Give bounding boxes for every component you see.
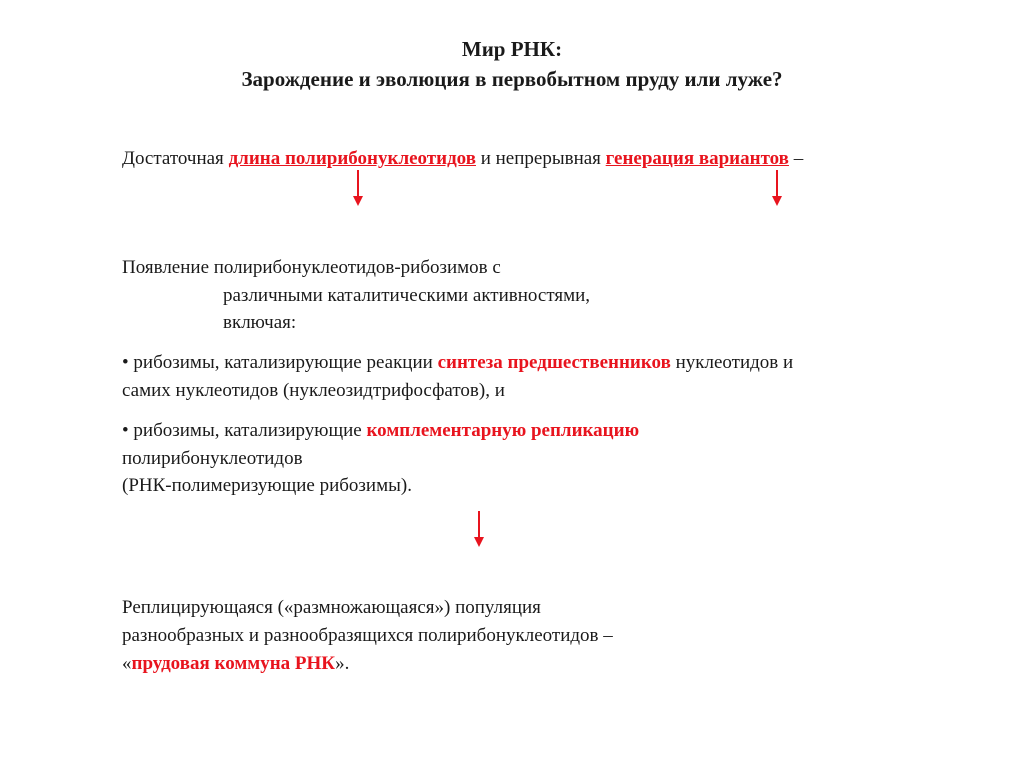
bullet-icon: • — [122, 420, 129, 441]
bullet-item-replication: • рибозимы, катализирующие комплементарную репликацию — [122, 420, 640, 441]
title-line-1: Мир РНК: — [461, 37, 563, 61]
bullet-icon: • — [122, 352, 129, 373]
title-line-2: Зарождение и эволюция в первобытном пруду или луже? — [241, 67, 783, 91]
appearance-line-2: различными каталитическими активностями, — [223, 285, 591, 306]
appearance-line-3: включая: — [223, 312, 297, 333]
result-line-1: Реплицирующаяся («размножающаяся») популяция — [122, 597, 541, 618]
result-line-2: разнообразных и разнообразящихся полирибонуклеотидов – — [122, 625, 613, 646]
bullet-item-replication-cont-2: (РНК-полимеризующие рибозимы). — [122, 475, 412, 496]
appearance-line-1: Появление полирибонуклеотидов-рибозимов с — [122, 257, 501, 278]
bullet-item-precursors-cont: самих нуклеотидов (нуклеозидтрифосфатов), и — [122, 380, 505, 401]
intro-line: Достаточная длина полирибонуклеотидов и непрерывная генерация вариантов – — [122, 148, 804, 169]
result-line-3: «прудовая коммуна РНК». — [122, 653, 350, 674]
highlight-precursor-synthesis: синтеза предшественников — [437, 352, 671, 373]
arrow-down-icon — [771, 170, 783, 206]
highlight-complementary-replication: комплементарную репликацию — [366, 420, 640, 441]
highlight-variant-generation: генерация вариантов — [605, 148, 789, 169]
arrow-down-icon — [473, 511, 485, 547]
highlight-pond-commune: прудовая коммуна РНК — [131, 653, 336, 674]
bullet-item-precursors: • рибозимы, катализирующие реакции синтеза предшественников нуклеотидов и — [122, 352, 794, 373]
highlight-chain-length: длина полирибонуклеотидов — [228, 148, 476, 169]
bullet-item-replication-cont-1: полирибонуклеотидов — [122, 448, 303, 469]
arrow-down-icon — [352, 170, 364, 206]
